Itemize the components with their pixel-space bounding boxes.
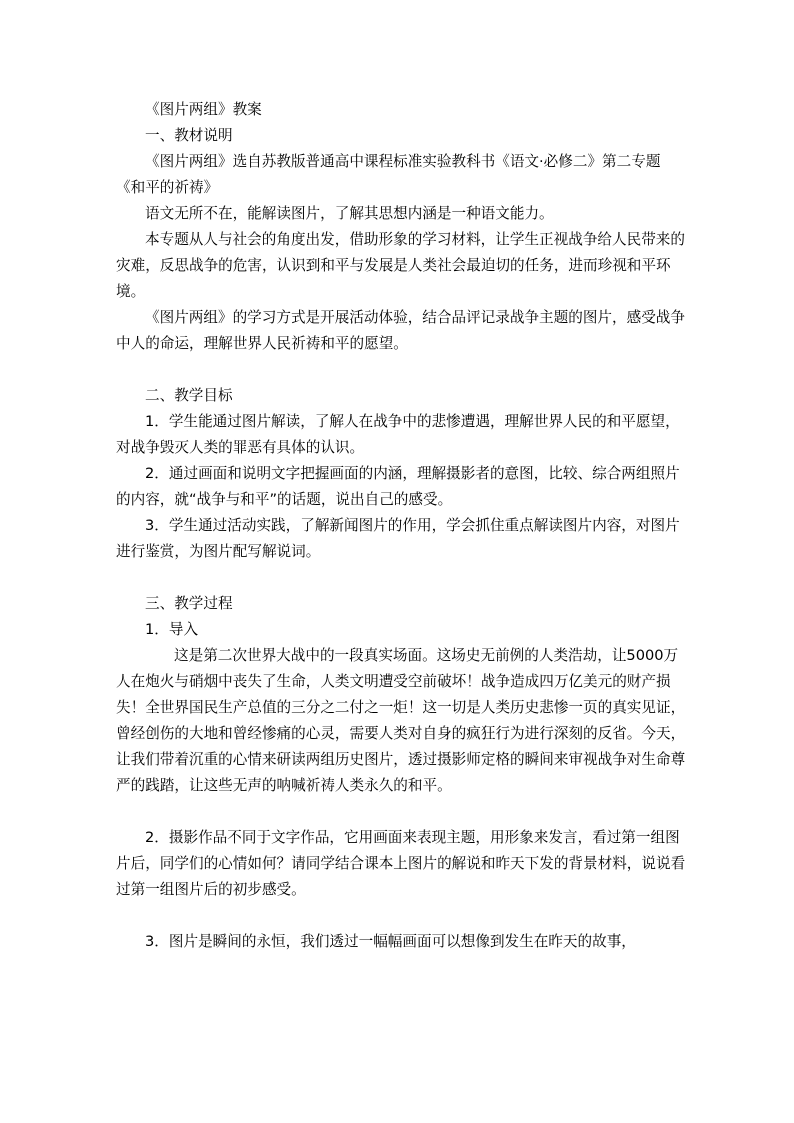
blank-line (116, 565, 688, 591)
document-title: 《图片两组》教案 (145, 101, 262, 118)
step1-paragraph: 这是第二次世界大战中的一段真实场面。这场史无前例的人类浩劫，让5000万人在炮火与硝烟中丧失了生命，人类文明遭受空前破坏！战争造成四万亿美元的财产损失！全世界国民生产总值的三分之二付之一炬！这一切是人类历史悲惨一页的真实见证，曾经创伤的大地和曾经惨痛的心灵，需要人类对自身的疯狂行为进行深刻的反省。今天，让我们带着沉重的心情来研读两组历史图片，透过摄影师定格的瞬间来审视战争对生命尊严的践踏，让这些无声的呐喊祈祷人类永久的和平。 (116, 647, 686, 794)
document-body (116, 97, 688, 955)
section1-paragraph: 《图片两组》选自苏教版普通高中课程标准实验教科书《语文·必修二》第二专题《和平的祈祷》 (116, 153, 661, 196)
section3-heading: 三、教学过程 (145, 595, 233, 612)
objective-item: 2．通过画面和说明文字把握画面的内涵，理解摄影者的意图，比较、综合两组照片的内容，就“战争与和平”的话题，说出自己的感受。 (116, 465, 680, 508)
objective-item: 3．学生通过活动实践，了解新闻图片的作用，学会抓住重点解读图片内容，对图片进行鉴赏，为图片配写解说词。 (116, 517, 680, 560)
step3-paragraph: 3．图片是瞬间的永恒，我们透过一幅幅画面可以想像到发生在昨天的故事， (145, 933, 636, 950)
section1-paragraph: 语文无所不在，能解读图片，了解其思想内涵是一种语文能力。 (145, 205, 554, 222)
section1-paragraph: 本专题从人与社会的角度出发，借助形象的学习材料，让学生正视战争给人民带来的灾难，反思战争的危害，认识到和平与发展是人类社会最迫切的任务，进而珍视和平环境。 (116, 231, 685, 300)
objective-item: 1．学生能通过图片解读，了解人在战争中的悲惨遭遇，理解世界人民的和平愿望，对战争毁灭人类的罪恶有具体的认识。 (116, 413, 680, 456)
section1-heading: 一、教材说明 (145, 127, 233, 144)
blank-line (116, 357, 688, 383)
step2-paragraph: 2．摄影作品不同于文字作品，它用画面来表现主题，用形象来发言，看过第一组图片后，同学们的心情如何？请同学结合课本上图片的解说和昨天下发的背景材料，说说看过第一组图片后的初步感受。 (116, 829, 686, 898)
step1-label: 1．导入 (145, 621, 199, 638)
section2-heading: 二、教学目标 (145, 387, 233, 404)
blank-line (116, 799, 688, 825)
blank-line (116, 903, 688, 929)
section1-paragraph: 《图片两组》的学习方式是开展活动体验，结合品评记录战争主题的图片，感受战争中人的命运，理解世界人民祈祷和平的愿望。 (116, 309, 685, 352)
